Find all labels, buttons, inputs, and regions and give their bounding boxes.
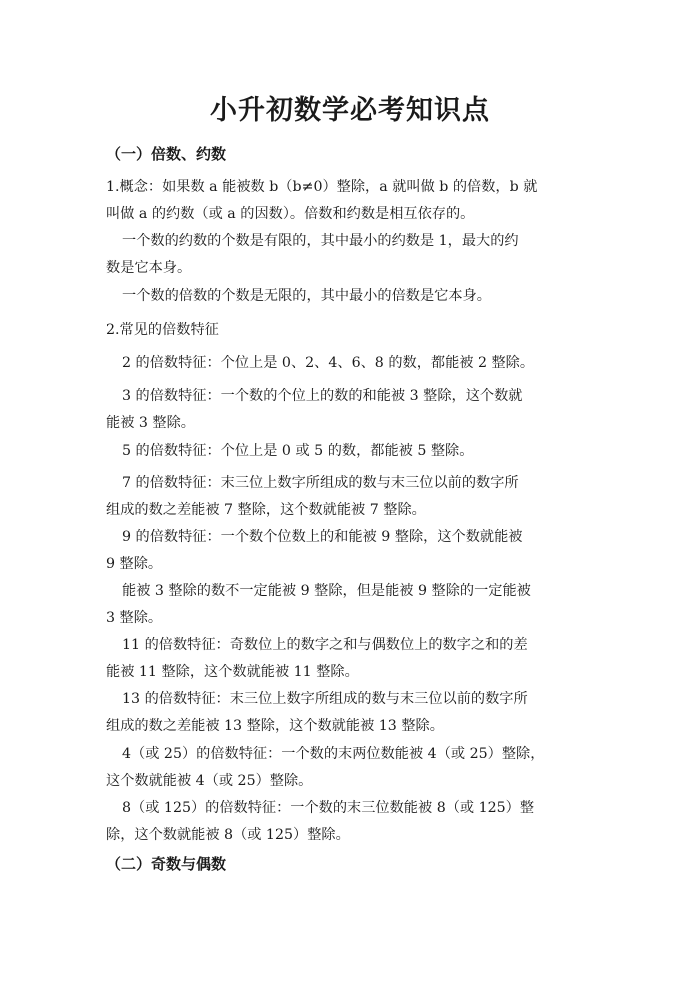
text-line: 除，这个数就能被 8（或 125）整除。 bbox=[106, 827, 350, 843]
paragraph-feature-3 bbox=[106, 383, 592, 437]
section-heading-multiples-divisors: （一）倍数、约数 bbox=[106, 145, 227, 163]
paragraph-divisor-count bbox=[106, 228, 592, 282]
paragraph-feature-8-125 bbox=[106, 795, 592, 849]
text-line: 一个数的约数的个数是有限的，其中最小的约数是 1，最大的约 bbox=[122, 233, 519, 249]
text-line: 7 的倍数特征：末三位上数字所组成的数与末三位以前的数字所 bbox=[122, 475, 519, 491]
text-line: 能被 3 整除的数不一定能被 9 整除，但是能被 9 整除的一定能被 bbox=[122, 583, 531, 599]
text-line: 9 整除。 bbox=[106, 556, 163, 572]
paragraph-feature-13 bbox=[106, 686, 592, 740]
text-line: 这个数就能被 4（或 25）整除。 bbox=[106, 773, 313, 789]
paragraph-feature-4-25 bbox=[106, 741, 592, 795]
paragraph-feature-9 bbox=[106, 524, 592, 578]
text-line: 能被 11 整除，这个数就能被 11 整除。 bbox=[106, 664, 359, 680]
text-line: 9 的倍数特征：一个数个位数上的和能被 9 整除，这个数就能被 bbox=[122, 529, 523, 545]
text-line: 能被 3 整除。 bbox=[106, 415, 195, 431]
section-heading-odd-even: （二）奇数与偶数 bbox=[106, 855, 227, 873]
text-line: 5 的倍数特征：个位上是 0 或 5 的数，都能被 5 整除。 bbox=[122, 443, 474, 459]
text-line: 3 的倍数特征：一个数的个位上的数的和能被 3 整除，这个数就 bbox=[122, 388, 523, 404]
paragraph-3-and-9 bbox=[106, 578, 592, 632]
text-line: 组成的数之差能被 7 整除，这个数就能被 7 整除。 bbox=[106, 502, 426, 518]
text-line: 11 的倍数特征：奇数位上的数字之和与偶数位上的数字之和的差 bbox=[122, 637, 528, 653]
text-line: 叫做 a 的约数（或 a 的因数）。倍数和约数是相互依存的。 bbox=[106, 206, 475, 222]
paragraph-feature-5 bbox=[106, 438, 592, 465]
text-line: 数是它本身。 bbox=[106, 260, 192, 276]
paragraph-feature-7 bbox=[106, 470, 592, 524]
paragraph-multiple-count bbox=[106, 283, 592, 310]
text-line: 4（或 25）的倍数特征：一个数的末两位数能被 4（或 25）整除， bbox=[122, 746, 545, 762]
paragraph-feature-2 bbox=[106, 350, 592, 377]
text-line: 一个数的倍数的个数是无限的，其中最小的倍数是它本身。 bbox=[122, 288, 491, 304]
text-line: 2 的倍数特征：个位上是 0、2、4、6、8 的数，都能被 2 整除。 bbox=[122, 355, 535, 371]
paragraph-common-features-title bbox=[106, 317, 592, 344]
document-title: 小升初数学必考知识点 bbox=[210, 95, 490, 126]
text-line: 2.常见的倍数特征 bbox=[106, 322, 219, 338]
paragraph-feature-11 bbox=[106, 632, 592, 686]
text-line: 13 的倍数特征：末三位上数字所组成的数与末三位以前的数字所 bbox=[122, 691, 528, 707]
paragraph-concept bbox=[106, 174, 592, 228]
text-line: 3 整除。 bbox=[106, 610, 163, 626]
text-line: 8（或 125）的倍数特征：一个数的末三位数能被 8（或 125）整 bbox=[122, 800, 535, 816]
text-line: 1.概念：如果数 a 能被数 b（b≠0）整除，a 就叫做 b 的倍数，b 就 bbox=[106, 179, 538, 195]
text-line: 组成的数之差能被 13 整除，这个数就能被 13 整除。 bbox=[106, 718, 444, 734]
